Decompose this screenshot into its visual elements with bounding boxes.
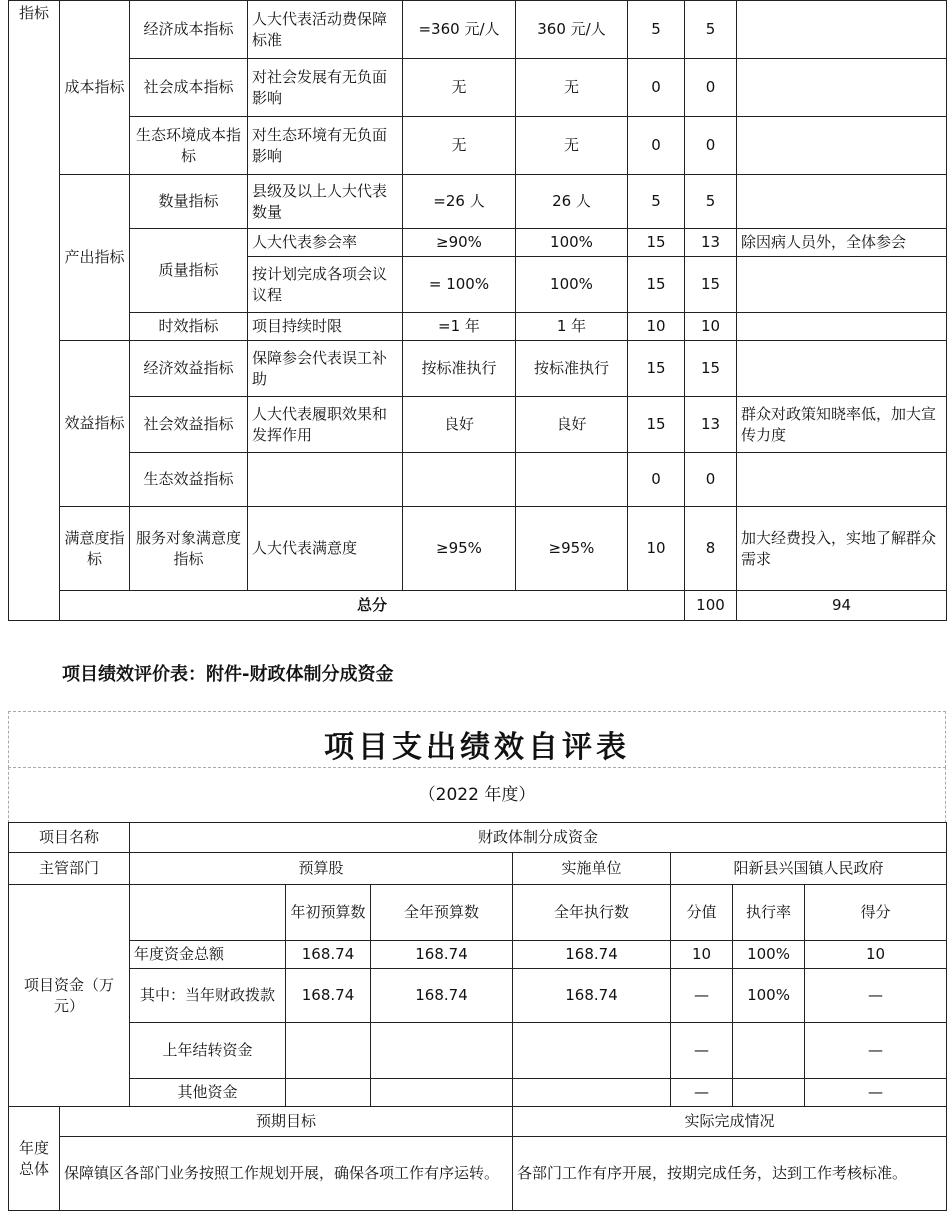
- cell: 13: [685, 229, 737, 257]
- cell: 168.74: [286, 941, 371, 969]
- actual-label: 实际完成情况: [513, 1107, 947, 1137]
- cell: =360 元/人: [403, 1, 516, 59]
- row-label: 年度资金总额: [130, 941, 286, 969]
- cell: 5: [685, 1, 737, 59]
- cell: 社会成本指标: [130, 59, 248, 117]
- cell: 县级及以上人大代表数量: [248, 175, 403, 229]
- cell: [733, 1023, 805, 1079]
- cell: 项目持续时限: [248, 313, 403, 341]
- cell: 群众对政策知晓率低，加大宣传力度: [737, 397, 947, 453]
- section-heading: 项目绩效评价表：附件-财政体制分成资金: [62, 664, 394, 685]
- cell: 质量指标: [130, 229, 248, 313]
- cell: 13: [685, 397, 737, 453]
- cell: 按标准执行: [516, 341, 628, 397]
- header-executed: 全年执行数: [513, 885, 671, 941]
- cell: [737, 117, 947, 175]
- cell: 人大代表活动费保障标准: [248, 1, 403, 59]
- cell: 100%: [516, 229, 628, 257]
- total-label: 总分: [60, 591, 685, 621]
- header-initial: 年初预算数: [286, 885, 371, 941]
- expenditure-self-evaluation-table: [8, 822, 947, 1211]
- cell: —: [805, 1023, 947, 1079]
- document-year: （2022 年度）: [418, 785, 536, 805]
- cell: [371, 1079, 513, 1107]
- cell: 生态环境成本指标: [130, 117, 248, 175]
- document-title: 项目支出绩效自评表: [324, 730, 630, 765]
- cell: —: [671, 1023, 733, 1079]
- header-rate: 执行率: [733, 885, 805, 941]
- fund-label: 项目资金（万元）: [9, 885, 130, 1107]
- output-indicator-label: 产出指标: [60, 175, 130, 341]
- cell: [371, 1023, 513, 1079]
- cell: 按计划完成各项会议议程: [248, 257, 403, 313]
- header-score: 得分: [805, 885, 947, 941]
- cell: 168.74: [513, 941, 671, 969]
- cell: 10: [805, 941, 947, 969]
- cell: [733, 1079, 805, 1107]
- cell: 168.74: [371, 969, 513, 1023]
- satisfaction-indicator-label: 满意度指标: [60, 507, 130, 591]
- cell: ≥95%: [516, 507, 628, 591]
- cell: 无: [516, 117, 628, 175]
- cell: 人大代表履职效果和发挥作用: [248, 397, 403, 453]
- cell: [737, 59, 947, 117]
- cell: 无: [516, 59, 628, 117]
- total-weight: 100: [685, 591, 737, 621]
- cell: 10: [671, 941, 733, 969]
- project-name-label: 项目名称: [9, 823, 130, 853]
- cost-indicator-label: 成本指标: [60, 1, 130, 175]
- cell: 0: [628, 117, 685, 175]
- benefit-indicator-label: 效益指标: [60, 341, 130, 507]
- cell: 生态效益指标: [130, 453, 248, 507]
- row-label: 其中：当年财政拨款: [130, 969, 286, 1023]
- cell: 168.74: [513, 969, 671, 1023]
- cell: ≥95%: [403, 507, 516, 591]
- cell: [286, 1079, 371, 1107]
- cell: 数量指标: [130, 175, 248, 229]
- cell: [516, 453, 628, 507]
- impl-label: 实施单位: [513, 853, 671, 885]
- header-annual: 全年预算数: [371, 885, 513, 941]
- cell: [286, 1023, 371, 1079]
- cell: 人大代表参会率: [248, 229, 403, 257]
- cell: —: [671, 969, 733, 1023]
- cell: [737, 257, 947, 313]
- project-name-value: 财政体制分成资金: [130, 823, 947, 853]
- cell: =26 人: [403, 175, 516, 229]
- cell: 1 年: [516, 313, 628, 341]
- cell: 良好: [403, 397, 516, 453]
- cell: [737, 453, 947, 507]
- cell: 服务对象满意度指标: [130, 507, 248, 591]
- cell: 社会效益指标: [130, 397, 248, 453]
- cell: 15: [685, 341, 737, 397]
- cell: 0: [685, 117, 737, 175]
- cell: 加大经费投入，实地了解群众需求: [737, 507, 947, 591]
- cell: [737, 341, 947, 397]
- cell: 5: [628, 1, 685, 59]
- cell: 除因病人员外，全体参会: [737, 229, 947, 257]
- cell: 0: [685, 453, 737, 507]
- cell: [737, 1, 947, 59]
- cell: 对社会发展有无负面影响: [248, 59, 403, 117]
- cell: 168.74: [371, 941, 513, 969]
- cell: 5: [685, 175, 737, 229]
- cell: 无: [403, 59, 516, 117]
- cell: =1 年: [403, 313, 516, 341]
- cell: [513, 1023, 671, 1079]
- cell: 0: [628, 453, 685, 507]
- cell: 保障参会代表误工补助: [248, 341, 403, 397]
- cell: = 100%: [403, 257, 516, 313]
- cell: 8: [685, 507, 737, 591]
- cell: ≥90%: [403, 229, 516, 257]
- cell: 按标准执行: [403, 341, 516, 397]
- header-weight: 分值: [671, 885, 733, 941]
- row-label: 其他资金: [130, 1079, 286, 1107]
- total-score: 94: [737, 591, 947, 621]
- dept-label: 主管部门: [9, 853, 130, 885]
- row-label: 上年结转资金: [130, 1023, 286, 1079]
- actual-text: 各部门工作有序开展，按期完成任务，达到工作考核标准。: [513, 1137, 947, 1211]
- cell: 经济成本指标: [130, 1, 248, 59]
- cell: 15: [628, 229, 685, 257]
- cell: 无: [403, 117, 516, 175]
- cell: 10: [628, 507, 685, 591]
- cell: 10: [685, 313, 737, 341]
- cell: 15: [628, 257, 685, 313]
- cell: 对生态环境有无负面影响: [248, 117, 403, 175]
- cell: 26 人: [516, 175, 628, 229]
- cell: 168.74: [286, 969, 371, 1023]
- performance-indicator-table: [8, 0, 947, 621]
- cell: 100%: [733, 969, 805, 1023]
- cell: [248, 453, 403, 507]
- cell: 0: [628, 59, 685, 117]
- cell: 15: [628, 397, 685, 453]
- cell: 15: [628, 341, 685, 397]
- cell: [513, 1079, 671, 1107]
- year-box: [8, 767, 946, 823]
- cell: 10: [628, 313, 685, 341]
- cell: 良好: [516, 397, 628, 453]
- cell: 360 元/人: [516, 1, 628, 59]
- cell: 人大代表满意度: [248, 507, 403, 591]
- title-box: [8, 711, 946, 768]
- cell: 100%: [733, 941, 805, 969]
- goal-label: 年度总体: [9, 1107, 60, 1211]
- cell: 经济效益指标: [130, 341, 248, 397]
- indicator-group-label: 指标: [9, 1, 60, 621]
- cell: 5: [628, 175, 685, 229]
- cell: [737, 313, 947, 341]
- dept-value: 预算股: [130, 853, 513, 885]
- cell: 100%: [516, 257, 628, 313]
- cell: [403, 453, 516, 507]
- expected-text: 保障镇区各部门业务按照工作规划开展，确保各项工作有序运转。: [60, 1137, 513, 1211]
- cell: [737, 175, 947, 229]
- cell: —: [805, 969, 947, 1023]
- cell: 0: [685, 59, 737, 117]
- expected-label: 预期目标: [60, 1107, 513, 1137]
- cell: —: [671, 1079, 733, 1107]
- cell: [130, 885, 286, 941]
- cell: —: [805, 1079, 947, 1107]
- cell: 时效指标: [130, 313, 248, 341]
- impl-value: 阳新县兴国镇人民政府: [671, 853, 947, 885]
- cell: 15: [685, 257, 737, 313]
